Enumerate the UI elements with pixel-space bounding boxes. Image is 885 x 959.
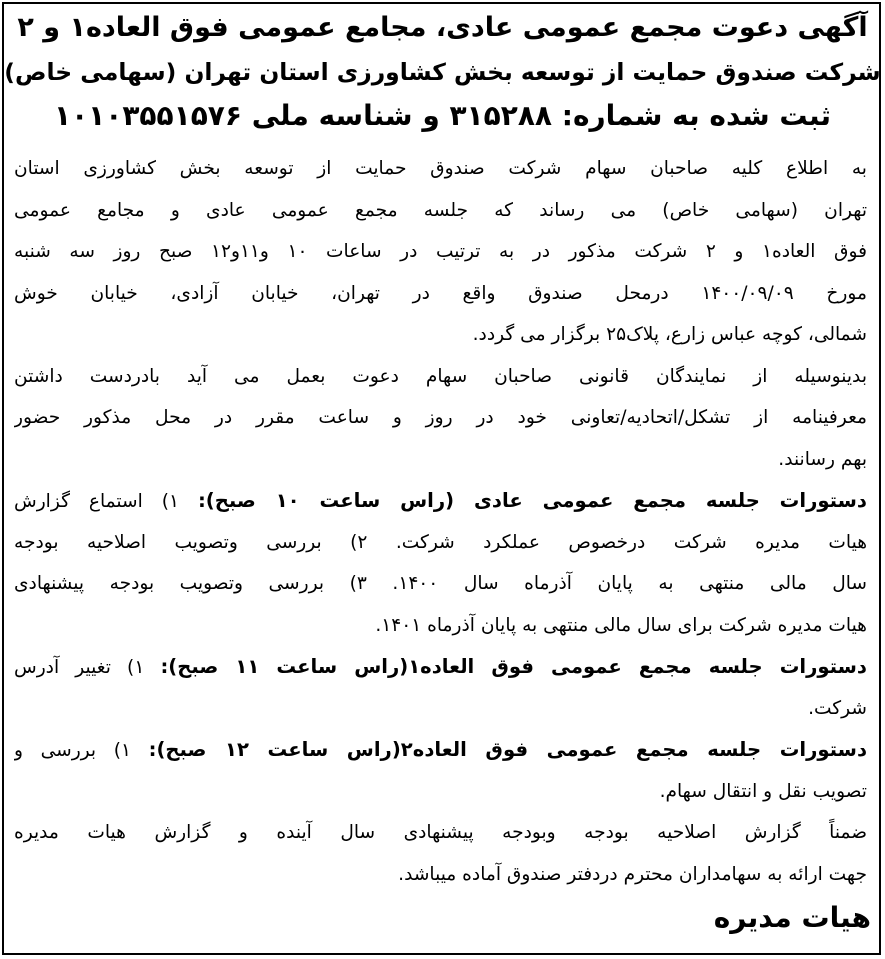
intro-line: تهران (سهامی خاص) می رساند که جلسه مجمع عمومی عادی و مجامع عمومی [14, 199, 867, 221]
notice-title: آگهی دعوت مجمع عمومی عادی، مجامع عمومی فوق العاده۱ و ۲ [17, 12, 868, 43]
company-name: شرکت صندوق حمایت از توسعه بخش کشاورزی استان تهران (سهامی خاص) [4, 58, 881, 86]
agenda-ordinary-line: هیات مدیره شرکت برای سال مالی منتهی به پایان آذرماه ۱۴۰۱. [375, 614, 867, 636]
intro-line: شمالی، کوچه عباس زارع، پلاک۲۵ برگزار می گردد. [472, 324, 867, 345]
intro-line: مورخ ۱۴۰۰/۰۹/۰۹ درمحل صندوق واقع در تهران، خیابان آزادی، خیابان خوش [14, 282, 867, 304]
agenda-ordinary-line: هیات مدیره شرکت درخصوص عملکرد شرکت. ۲) بررسی وتصویب اصلاحیه بودجه [14, 531, 867, 553]
agenda-extra2-title: دستورات جلسه مجمع عمومی فوق العاده۲(راس ساعت ۱۲ صبح): [148, 738, 867, 761]
notice-body [14, 148, 867, 895]
note-line: ضمناً گزارش اصلاحیه بودجه وبودجه پیشنهادی سال آینده و گزارش هیات مدیره [14, 822, 867, 843]
agenda-extra2-item: ۱) بررسی و [14, 740, 149, 761]
agenda-ordinary-title: دستورات جلسه مجمع عمومی عادی (راس ساعت ۱۰ صبح): [197, 489, 867, 512]
agenda-ordinary-line [14, 480, 867, 522]
agenda-extra1-line: شرکت. [808, 697, 867, 719]
invite-line: معرفینامه از تشکل/اتحادیه/تعاونی خود در روز و ساعت مقرر در محل مذکور حضور [14, 407, 867, 428]
invite-line: بدینوسیله از نمایندگان قانونی صاحبان سهام دعوت بعمل می آید بادردست داشتن [14, 365, 867, 387]
agenda-extra1-title: دستورات جلسه مجمع عمومی فوق العاده۱(راس ساعت ۱۱ صبح): [160, 655, 867, 678]
agenda-extra2-line: تصویب نقل و انتقال سهام. [659, 780, 867, 802]
agenda-ordinary-line: سال مالی منتهی به پایان آذرماه سال ۱۴۰۰. ۳) بررسی وتصویب بودجه پیشنهادی [14, 573, 867, 594]
signature-board-of-directors: هیات مدیره [713, 901, 871, 934]
agenda-extra2-line [14, 729, 867, 771]
agenda-ordinary-item: ۱) استماع گزارش [14, 491, 198, 512]
intro-line: فوق العاده۱ و ۲ شرکت مذکور در به ترتیب در ساعات ۱۰ و۱۱و۱۲ صبح روز سه شنبه [14, 241, 867, 262]
registration-info: ثبت شده به شماره: ۳۱۵۲۸۸ و شناسه ملی ۱۰۱۰۳۵۵۱۵۷۶ [53, 99, 831, 132]
intro-line: به اطلاع کلیه صاحبان سهام شرکت صندوق حمایت از توسعه بخش کشاورزی استان [14, 158, 867, 179]
agenda-extra1-item: ۱) تغییر آدرس [14, 657, 161, 678]
agenda-extra1-line [14, 646, 867, 688]
note-line: جهت ارائه به سهامداران محترم دردفتر صندوق آماده میباشد. [398, 863, 867, 885]
invite-line: بهم رسانند. [778, 448, 867, 470]
